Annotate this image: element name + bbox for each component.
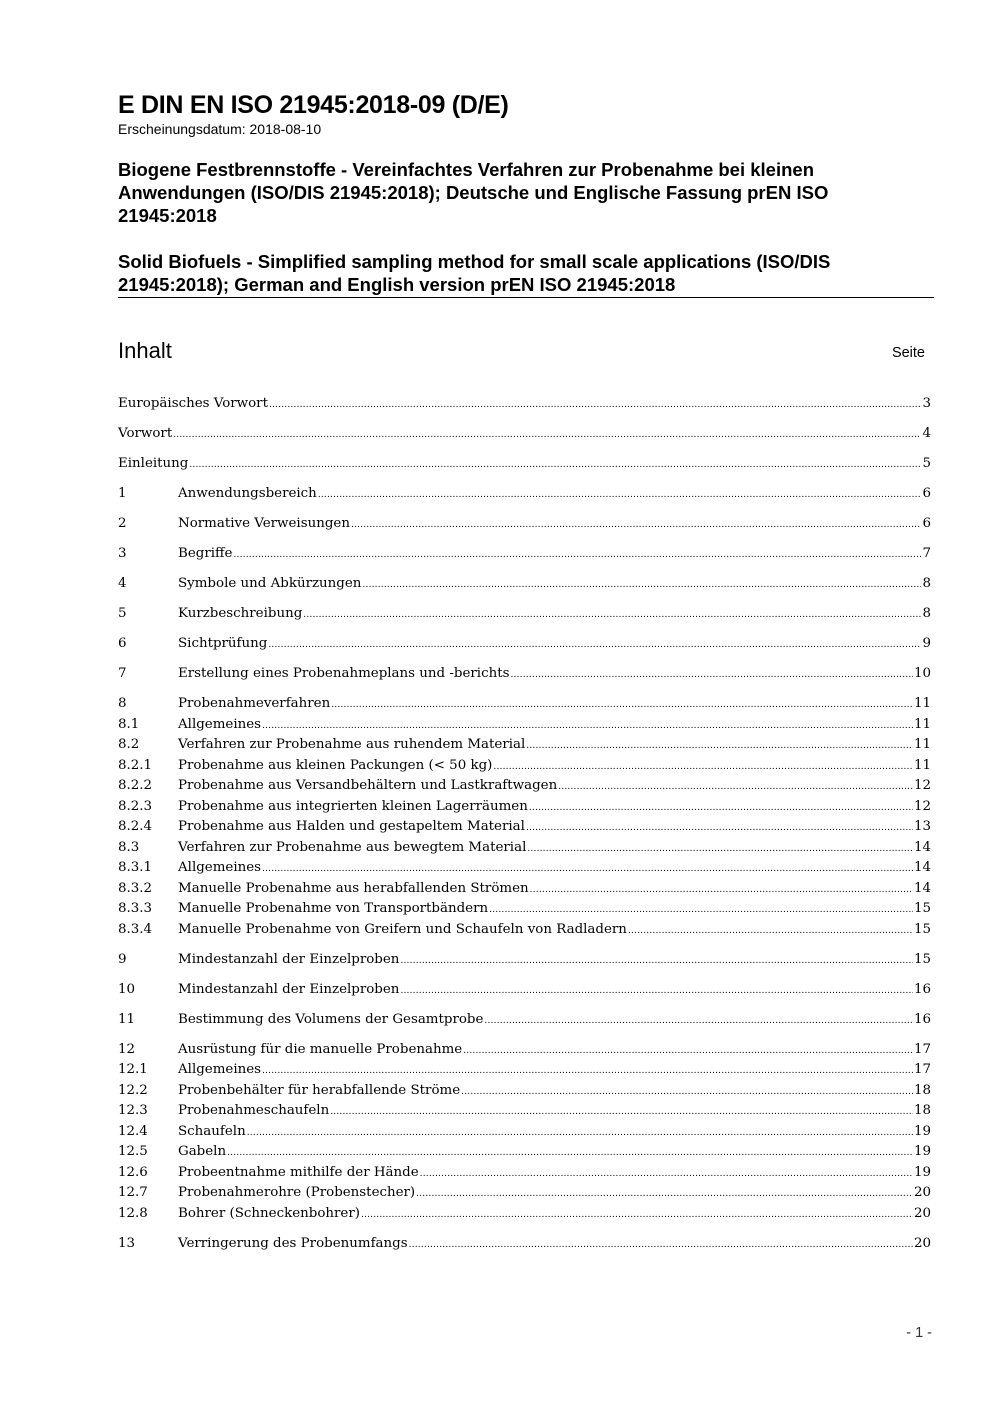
toc-dot-leader	[318, 484, 922, 506]
toc-entry[interactable]	[118, 454, 931, 475]
toc-entry-page: 5	[922, 456, 931, 471]
toc-heading: Inhalt	[118, 338, 172, 363]
toc-entry-page: 15	[913, 921, 931, 937]
toc-entry-number: 5	[118, 606, 127, 621]
toc-entry[interactable]	[118, 1060, 931, 1081]
toc-entry[interactable]	[118, 756, 931, 777]
toc-entry-title: Sichtprüfung	[178, 636, 268, 651]
toc-entry[interactable]	[118, 1183, 931, 1204]
toc-entry-page: 4	[922, 426, 931, 441]
toc-entry-title: Symbole und Abkürzungen	[178, 576, 362, 591]
toc-entry-title: Allgemeines	[178, 860, 262, 875]
toc-entry-title: Bohrer (Schneckenbohrer)	[178, 1205, 360, 1221]
toc-entry-page: 11	[913, 696, 931, 711]
toc-entry[interactable]	[118, 950, 931, 971]
toc-dot-leader	[233, 544, 921, 566]
toc-entry-number: 12.1	[118, 1062, 148, 1077]
toc-entry-page: 15	[913, 951, 931, 967]
toc-dot-leader	[493, 756, 913, 778]
toc-entry-title: Verfahren zur Probenahme aus ruhendem Material	[178, 737, 526, 752]
toc-entry[interactable]	[118, 394, 931, 415]
toc-entry-page: 6	[922, 516, 931, 531]
toc-entry-title: Allgemeines	[178, 1062, 262, 1077]
title-divider	[118, 297, 934, 298]
toc-dot-leader	[189, 454, 921, 476]
toc-entry-page: 19	[913, 1164, 931, 1180]
toc-entry-title: Probenahmerohre (Probenstecher)	[178, 1185, 416, 1200]
toc-entry[interactable]	[118, 879, 931, 900]
toc-entry-page: 19	[913, 1123, 931, 1139]
toc-entry-page: 17	[913, 1062, 931, 1077]
publication-date: Erscheinungsdatum: 2018-08-10	[118, 121, 322, 137]
toc-entry-page: 16	[913, 981, 931, 997]
toc-dot-leader	[262, 1060, 913, 1082]
toc-entry-number: 12.8	[118, 1205, 148, 1221]
title-german: Biogene Festbrennstoffe - Vereinfachtes Verfahren zur Probenahme bei kleinen Anwendungen (ISO/DIS 21945:2018); Deutsche und Englische Fassung prEN ISO 21945:2018	[118, 159, 829, 226]
toc-entry-page: 9	[922, 636, 931, 651]
toc-entry-page: 18	[913, 1103, 931, 1118]
toc-entry-number: 8.3.2	[118, 880, 153, 896]
toc-entry[interactable]	[118, 920, 931, 941]
toc-dot-leader	[416, 1183, 913, 1205]
toc-entry-page: 11	[913, 716, 931, 732]
toc-entry[interactable]	[118, 715, 931, 736]
toc-dot-leader	[330, 1101, 913, 1123]
toc-entry-page: 3	[922, 396, 931, 411]
toc-entry-page: 12	[913, 798, 931, 814]
toc-entry-title: Probenahme aus integrierten kleinen Lagerräumen	[178, 798, 528, 814]
toc-entry-number: 8.3.3	[118, 901, 153, 916]
toc-entry[interactable]	[118, 838, 931, 859]
toc-entry-number: 12.5	[118, 1144, 148, 1159]
toc-dot-leader	[489, 899, 913, 921]
toc-dot-leader	[262, 715, 913, 737]
toc-entry[interactable]	[118, 1010, 931, 1031]
toc-dot-leader	[409, 1234, 913, 1256]
toc-dot-leader	[400, 980, 913, 1002]
toc-entry[interactable]	[118, 1040, 931, 1061]
toc-entry[interactable]	[118, 1101, 931, 1122]
toc-entry-title: Schaufeln	[178, 1123, 246, 1139]
toc-entry-number: 9	[118, 951, 127, 967]
toc-entry-title: Allgemeines	[178, 716, 262, 732]
toc-page-column-label: Seite	[891, 345, 925, 361]
toc-dot-leader	[484, 1010, 913, 1032]
toc-entry-number: 12.3	[118, 1103, 148, 1118]
toc-entry-page: 10	[913, 666, 931, 681]
toc-entry-title: Manuelle Probenahme von Transportbändern	[178, 901, 489, 916]
toc-entry-title: Probenahme aus Halden und gestapeltem Material	[178, 819, 525, 834]
toc-entry[interactable]	[118, 544, 931, 565]
toc-entry-page: 13	[913, 819, 931, 834]
toc-entry-title: Probenahme aus Versandbehältern und Lastkraftwagen	[178, 778, 558, 793]
toc-dot-leader	[362, 574, 921, 596]
toc-dot-leader	[303, 604, 921, 626]
toc-entry[interactable]	[118, 514, 931, 535]
toc-entry-page: 18	[913, 1082, 931, 1098]
toc-entry-title: Europäisches Vorwort	[118, 396, 268, 411]
toc-entry-number: 8.2.2	[118, 778, 153, 793]
toc-entry-page: 12	[913, 778, 931, 793]
toc-entry-page: 20	[913, 1235, 931, 1251]
toc-entry[interactable]	[118, 604, 931, 625]
toc-entry-number: 12.7	[118, 1185, 148, 1200]
toc-entry-number: 12.6	[118, 1164, 148, 1180]
toc-dot-leader	[510, 664, 913, 686]
toc-dot-leader	[530, 879, 913, 901]
toc-entry-page: 6	[922, 486, 931, 501]
toc-entry[interactable]	[118, 484, 931, 505]
toc-entry[interactable]	[118, 634, 931, 655]
toc-entry-number: 6	[118, 636, 127, 651]
toc-dot-leader	[351, 514, 922, 536]
toc-entry-number: 11	[118, 1011, 136, 1027]
toc-entry-title: Mindestanzahl der Einzelproben	[178, 951, 400, 967]
toc-entry-title: Probeentnahme mithilfe der Hände	[178, 1164, 419, 1180]
toc-dot-leader	[463, 1040, 913, 1062]
toc-entry-number: 8	[118, 696, 127, 711]
toc-dot-leader	[173, 424, 921, 446]
toc-entry-title: Begriffe	[178, 546, 233, 561]
title-english: Solid Biofuels - Simplified sampling method for small scale applications (ISO/DIS 21945:2018); German and English version prEN ISO 21945:2018	[118, 251, 831, 295]
toc-entry-title: Verfahren zur Probenahme aus bewegtem Material	[178, 839, 527, 855]
toc-entry[interactable]	[118, 735, 931, 756]
toc-entry-title: Probenahme aus kleinen Packungen (< 50 kg)	[178, 757, 493, 773]
toc-entry[interactable]	[118, 1081, 931, 1102]
toc-entry[interactable]	[118, 1234, 931, 1255]
toc-entry-number: 8.3.1	[118, 860, 153, 875]
toc-entry-number: 3	[118, 546, 127, 561]
toc-entry-title: Ausrüstung für die manuelle Probenahme	[178, 1041, 463, 1057]
toc-entry[interactable]	[118, 574, 931, 595]
toc-entry[interactable]	[118, 797, 931, 818]
toc-dot-leader	[558, 776, 913, 798]
toc-entry-number: 13	[118, 1235, 136, 1251]
toc-entry-title: Mindestanzahl der Einzelproben	[178, 981, 400, 997]
toc-dot-leader	[262, 858, 913, 880]
toc-entry-number: 8.1	[118, 716, 140, 732]
toc-entry-page: 8	[922, 576, 931, 591]
toc-dot-leader	[628, 920, 913, 942]
toc-entry[interactable]	[118, 1204, 931, 1225]
toc-entry-page: 19	[913, 1144, 931, 1159]
toc-entry[interactable]	[118, 817, 931, 838]
toc-entry[interactable]	[118, 664, 931, 685]
toc-entry-title: Gabeln	[178, 1144, 227, 1159]
toc-entry[interactable]	[118, 1122, 931, 1143]
toc-dot-leader	[529, 797, 913, 819]
toc-entry[interactable]	[118, 424, 931, 445]
toc-entry[interactable]	[118, 899, 931, 920]
toc-entry-number: 7	[118, 666, 127, 681]
toc-entry-title: Anwendungsbereich	[178, 486, 317, 501]
toc-entry-number: 8.2	[118, 737, 140, 752]
toc-entry-title: Probenahmeverfahren	[178, 696, 331, 711]
toc-dot-leader	[361, 1204, 913, 1226]
toc-entry-title: Bestimmung des Volumens der Gesamtprobe	[178, 1011, 484, 1027]
toc-entry-number: 12.2	[118, 1082, 148, 1098]
toc-entry-number: 8.3.4	[118, 921, 153, 937]
toc-entry-page: 16	[913, 1011, 931, 1027]
toc-dot-leader	[247, 1122, 913, 1144]
toc-entry[interactable]	[118, 1163, 931, 1184]
page-number: - 1 -	[906, 1325, 932, 1341]
toc-entry-page: 11	[913, 737, 931, 752]
toc-entry[interactable]	[118, 858, 931, 879]
toc-entry[interactable]	[118, 776, 931, 797]
toc-entry-title: Erstellung eines Probenahmeplans und -berichts	[178, 666, 510, 681]
toc-dot-leader	[527, 838, 913, 860]
toc-dot-leader	[526, 735, 913, 757]
toc-dot-leader	[526, 817, 913, 839]
toc-dot-leader	[461, 1081, 913, 1103]
toc-entry-title: Normative Verweisungen	[178, 516, 350, 531]
toc-entry-number: 4	[118, 576, 127, 591]
toc-entry-number: 8.3	[118, 839, 140, 855]
toc-entry-page: 7	[922, 546, 931, 561]
toc-entry-title: Verringerung des Probenumfangs	[178, 1235, 408, 1251]
toc-entry-number: 8.2.4	[118, 819, 153, 834]
toc-entry[interactable]	[118, 694, 931, 715]
toc-entry-page: 15	[913, 901, 931, 916]
toc-entry-number: 8.2.1	[118, 757, 153, 773]
toc-entry-title: Vorwort	[118, 426, 173, 441]
toc-entry-page: 14	[913, 880, 931, 896]
toc-entry-title: Manuelle Probenahme aus herabfallenden Strömen	[178, 880, 529, 896]
toc-entry-page: 8	[922, 606, 931, 621]
toc-entry-title: Probenbehälter für herabfallende Ströme	[178, 1082, 461, 1098]
toc-dot-leader	[268, 634, 921, 656]
toc-entry-page: 20	[913, 1185, 931, 1200]
toc-dot-leader	[420, 1163, 913, 1185]
toc-entry-number: 12	[118, 1041, 136, 1057]
toc-entry-page: 14	[913, 839, 931, 855]
toc-entry-page: 11	[913, 757, 931, 773]
toc-entry-number: 8.2.3	[118, 798, 153, 814]
toc-entry[interactable]	[118, 980, 931, 1001]
toc-entry-page: 20	[913, 1205, 931, 1221]
toc-dot-leader	[331, 694, 913, 716]
toc-entry-number: 1	[118, 486, 127, 501]
toc-entry-title: Kurzbeschreibung	[178, 606, 303, 621]
toc-entry-page: 17	[913, 1041, 931, 1057]
toc-entry[interactable]	[118, 1142, 931, 1163]
table-of-contents	[118, 394, 931, 1254]
toc-dot-leader	[227, 1142, 913, 1164]
toc-entry-title: Probenahmeschaufeln	[178, 1103, 330, 1118]
toc-entry-title: Manuelle Probenahme von Greifern und Schaufeln von Radladern	[178, 921, 627, 937]
document-id: E DIN EN ISO 21945:2018-09 (D/E)	[118, 91, 509, 119]
toc-entry-title: Einleitung	[118, 456, 189, 471]
toc-entry-number: 12.4	[118, 1123, 148, 1139]
toc-dot-leader	[269, 394, 922, 416]
toc-entry-page: 14	[913, 860, 931, 875]
toc-entry-number: 2	[118, 516, 127, 531]
toc-dot-leader	[400, 950, 913, 972]
toc-entry-number: 10	[118, 981, 136, 997]
